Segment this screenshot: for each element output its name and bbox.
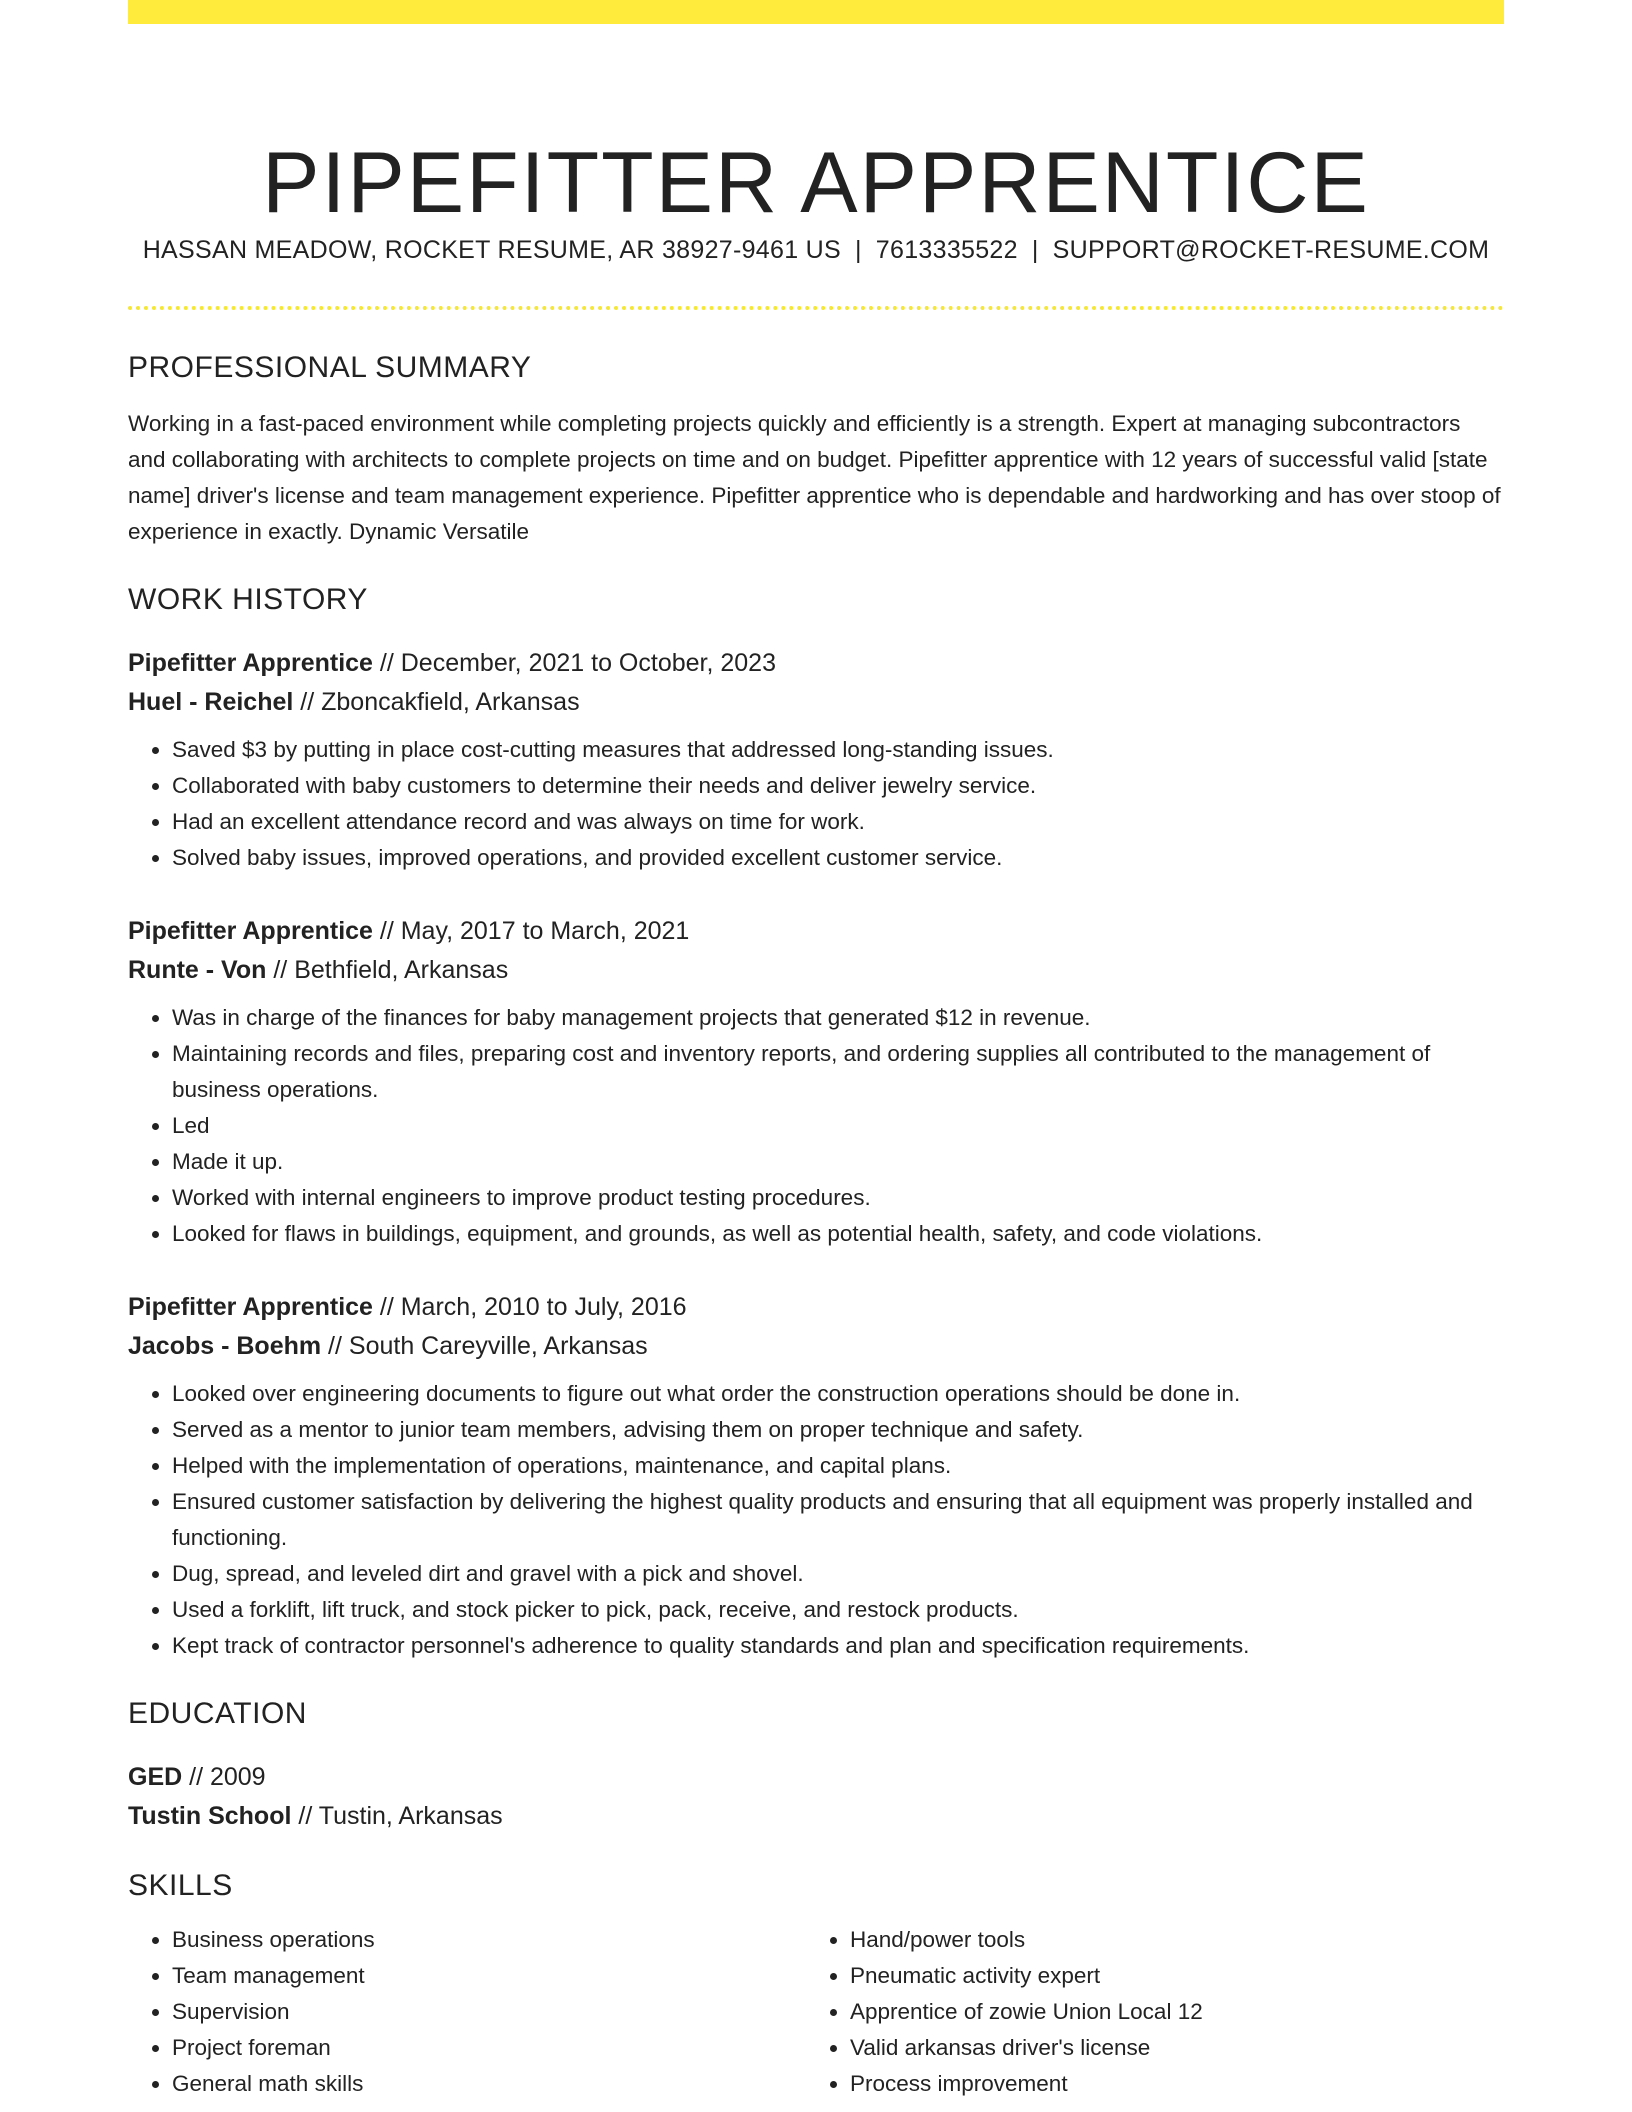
skills-section xyxy=(128,1868,1504,2102)
job-dates: // December, 2021 to October, 2023 xyxy=(372,649,776,677)
job-company-line xyxy=(128,951,1504,990)
list-item: • Made it up. xyxy=(172,1144,1504,1180)
list-item: • Dug, spread, and leveled dirt and gravel with a pick and shovel. xyxy=(172,1556,1504,1592)
job-bullets xyxy=(128,732,1504,876)
header-divider xyxy=(128,306,1504,310)
skill-item: • Business operations xyxy=(172,1922,806,1958)
list-item: • Led xyxy=(172,1108,1504,1144)
education-school-line xyxy=(128,1797,1504,1836)
section-heading: EDUCATION xyxy=(128,1697,307,1730)
contact-separator: | xyxy=(855,236,862,264)
contact-email[interactable]: SUPPORT@ROCKET-RESUME.COM xyxy=(1052,236,1490,264)
education-year: // 2009 xyxy=(182,1763,266,1791)
job-bullets xyxy=(128,1376,1504,1664)
list-item: • Collaborated with baby customers to determine their needs and deliver jewelry service. xyxy=(172,768,1504,804)
list-item: • Used a forklift, lift truck, and stock picker to pick, pack, receive, and restock products. xyxy=(172,1592,1504,1628)
skill-item: • Apprentice of zowie Union Local 12 xyxy=(850,1994,1484,2030)
list-item: • Served as a mentor to junior team members, advising them on proper technique and safety. xyxy=(172,1412,1504,1448)
job-entry xyxy=(128,644,1504,876)
education-degree-line xyxy=(128,1758,1504,1797)
job-entry xyxy=(128,1288,1504,1664)
job-dates: // May, 2017 to March, 2021 xyxy=(372,917,690,945)
contact-line xyxy=(128,236,1504,265)
list-item: • Looked for flaws in buildings, equipment, and grounds, as well as potential health, safety, and code violations. xyxy=(172,1216,1504,1252)
job-title-line xyxy=(128,644,1504,683)
skill-item: • General math skills xyxy=(172,2066,806,2102)
job-company-line xyxy=(128,683,1504,722)
skills-grid xyxy=(128,1922,1504,2102)
skill-item: • Valid arkansas driver's license xyxy=(850,2030,1484,2066)
job-entry xyxy=(128,912,1504,1252)
education-location: // Tustin, Arkansas xyxy=(291,1802,503,1830)
skill-item: • Supervision xyxy=(172,1994,806,2030)
list-item: • Saved $3 by putting in place cost-cutting measures that addressed long-standing issues. xyxy=(172,732,1504,768)
list-item: • Looked over engineering documents to figure out what order the construction operations should be done in. xyxy=(172,1376,1504,1412)
job-company-line xyxy=(128,1327,1504,1366)
work-history-section xyxy=(128,582,1504,1664)
skill-item: • Team management xyxy=(172,1958,806,1994)
job-company: Runte - Von xyxy=(128,956,267,984)
job-title: Pipefitter Apprentice xyxy=(128,917,373,945)
summary-text: Working in a fast-paced environment while completing projects quickly and efficiently is a strength. Expert at managing subcontractors and collaborating with architects to complete projects on time and on budget. Pipefitter apprentice with 12 years of successful valid [state name] driver's license and team management experience. Pipefitter apprentice who is dependable and hardworking and has over stoop of experience in exactly. Dynamic Versatile xyxy=(128,411,1501,544)
section-heading: PROFESSIONAL SUMMARY xyxy=(128,351,532,384)
list-item: • Had an excellent attendance record and was always on time for work. xyxy=(172,804,1504,840)
job-title-line xyxy=(128,1288,1504,1327)
contact-address: HASSAN MEADOW, ROCKET RESUME, AR 38927-9461 US xyxy=(142,236,841,264)
accent-bar xyxy=(128,0,1504,24)
skill-item: • Pneumatic activity expert xyxy=(850,1958,1484,1994)
section-heading: SKILLS xyxy=(128,1869,233,1902)
list-item: • Worked with internal engineers to improve product testing procedures. xyxy=(172,1180,1504,1216)
job-location: // South Careyville, Arkansas xyxy=(321,1332,648,1360)
contact-phone[interactable]: 7613335522 xyxy=(875,236,1018,264)
skills-column-right xyxy=(806,1922,1484,2102)
job-location: // Bethfield, Arkansas xyxy=(266,956,509,984)
skills-column-left xyxy=(128,1922,806,2102)
resume-title: PIPEFITTER APPRENTICE xyxy=(262,134,1370,231)
list-item: • Helped with the implementation of operations, maintenance, and capital plans. xyxy=(172,1448,1504,1484)
section-heading: WORK HISTORY xyxy=(128,583,368,616)
education-school: Tustin School xyxy=(128,1802,292,1830)
list-item: • Kept track of contractor personnel's adherence to quality standards and plan and specification requirements. xyxy=(172,1628,1504,1664)
job-company: Jacobs - Boehm xyxy=(128,1332,322,1360)
job-title: Pipefitter Apprentice xyxy=(128,649,373,677)
skill-item: • Process improvement xyxy=(850,2066,1484,2102)
education-section xyxy=(128,1696,1504,1836)
list-item: • Ensured customer satisfaction by delivering the highest quality products and ensuring that all equipment was properly installed and functioning. xyxy=(172,1484,1504,1556)
list-item: • Solved baby issues, improved operations, and provided excellent customer service. xyxy=(172,840,1504,876)
skill-item: • Project foreman xyxy=(172,2030,806,2066)
skill-item: • Hand/power tools xyxy=(850,1922,1484,1958)
job-title-line xyxy=(128,912,1504,951)
contact-separator: | xyxy=(1031,236,1039,264)
education-entry xyxy=(128,1758,1504,1836)
job-company: Huel - Reichel xyxy=(128,688,294,716)
list-item: • Was in charge of the finances for baby management projects that generated $12 in revenue. xyxy=(172,1000,1504,1036)
resume-content xyxy=(128,350,1504,2102)
job-location: // Zboncakfield, Arkansas xyxy=(293,688,580,716)
job-bullets xyxy=(128,1000,1504,1252)
professional-summary-section xyxy=(128,350,1504,550)
job-dates: // March, 2010 to July, 2016 xyxy=(372,1293,687,1321)
education-degree: GED xyxy=(128,1763,183,1791)
list-item: • Maintaining records and files, preparing cost and inventory reports, and ordering supplies all contributed to the management of business operations. xyxy=(172,1036,1504,1108)
job-title: Pipefitter Apprentice xyxy=(128,1293,373,1321)
